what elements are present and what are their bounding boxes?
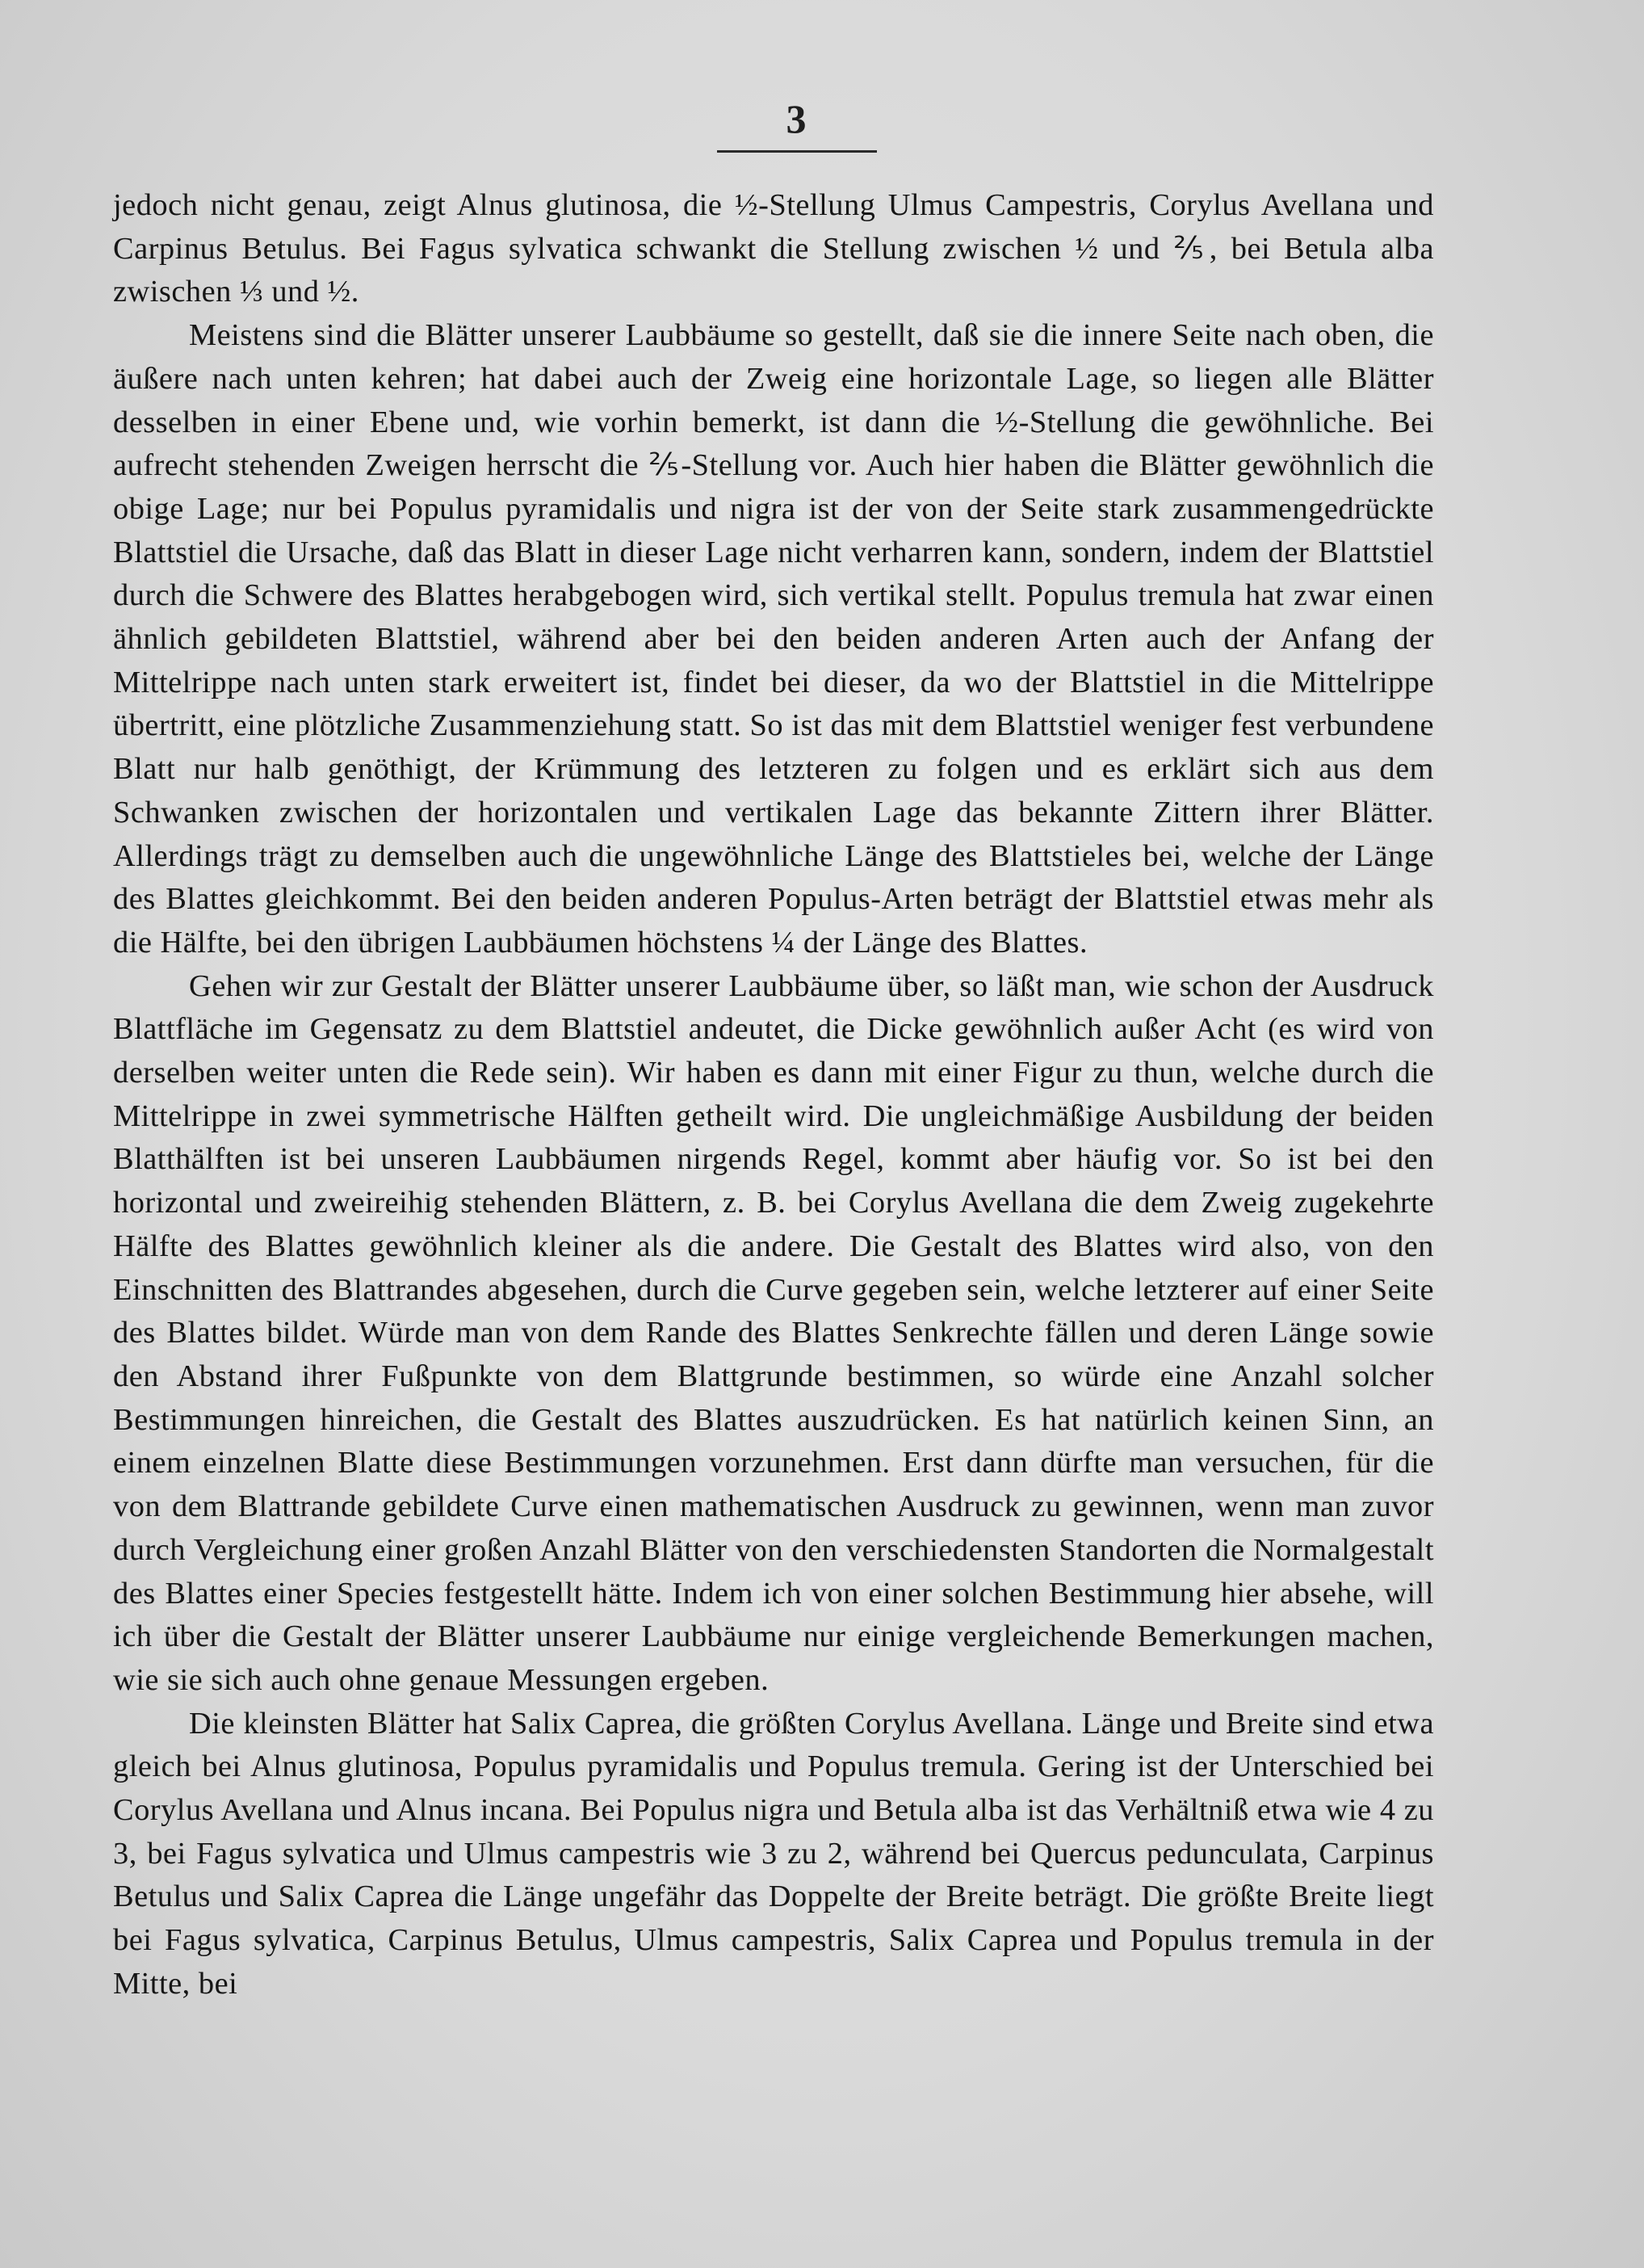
paragraph: jedoch nicht genau, zeigt Alnus glutinosa, die ½-Stellung Ulmus Campestris, Corylus Avellana und Carpinus Betulus. Bei Fagus sylvatica schwankt die Stellung zwischen ½ und ⅖, bei Betula alba zwischen ⅓ und ½. bbox=[113, 188, 1434, 309]
paragraph: Gehen wir zur Gestalt der Blätter unserer Laubbäume über, so läßt man, wie schon der Ausdruck Blattfläche im Gegensatz zu dem Blattstiel andeutet, die Dicke gewöhnlich außer Acht (es wird von derselben weiter unten die Rede sein). Wir haben es dann mit einer Figur zu thun, welche durch die Mittelrippe in zwei symmetrische Hälften getheilt wird. Die ungleichmäßige Ausbildung der beiden Blatthälften ist bei unseren Laubbäumen nirgends Regel, kommt aber häufig vor. So ist bei den horizontal und zweireihig stehenden Blättern, z. B. bei Corylus Avellana die dem Zweig zugekehrte Hälfte des Blattes gewöhnlich kleiner als die andere. Die Gestalt des Blattes wird also, von den Einschnitten des Blattrandes abgesehen, durch die Curve gegeben sein, welche letzterer auf einer Seite des Blattes bildet. Würde man von dem Rande des Blattes Senkrechte fällen und deren Länge sowie den Abstand ihrer Fußpunkte von dem Blattgrunde bestimmen, so würde eine Anzahl solcher Bestimmungen hinreichen, die Gestalt des Blattes auszudrücken. Es hat natürlich keinen Sinn, an einem einzelnen Blatte diese Bestimmungen vorzunehmen. Erst dann dürfte man versuchen, für die von dem Blattrande gebildete Curve einen mathematischen Ausdruck zu gewinnen, wenn man zuvor durch Vergleichung einer großen Anzahl Blätter von den verschiedensten Standorten die Normalgestalt des Blattes einer Species festgestellt hätte. Indem ich von einer solchen Bestimmung hier absehe, will ich über die Gestalt der Blätter unserer Laubbäume nur einige vergleichende Bemerkungen machen, wie sie sich auch ohne genaue Messungen ergeben. bbox=[113, 968, 1434, 1697]
header-rule bbox=[717, 150, 877, 153]
paragraph: Die kleinsten Blätter hat Salix Caprea, die größten Corylus Avellana. Länge und Breite sind etwa gleich bei Alnus glutinosa, Populus pyramidalis und Populus tremula. Gering ist der Unterschied bei Corylus Avellana und Alnus incana. Bei Populus nigra und Betula alba ist das Verhältniß etwa wie 4 zu 3, bei Fagus sylvatica und Ulmus campestris wie 3 zu 2, während bei Quercus pedunculata, Carpinus Betulus und Salix Caprea die Länge ungefähr das Doppelte der Breite beträgt. Die größte Breite liegt bei Fagus sylvatica, Carpinus Betulus, Ulmus campestris, Salix Caprea und Populus tremula in der Mitte, bei bbox=[113, 1706, 1434, 2001]
paragraph: Meistens sind die Blätter unserer Laubbäume so gestellt, daß sie die innere Seite nach oben, die äußere nach unten kehren; hat dabei auch der Zweig eine horizontale Lage, so liegen alle Blätter desselben in einer Ebene und, wie vorhin bemerkt, ist dann die ½-Stellung die gewöhnliche. Bei aufrecht stehenden Zweigen herrscht die ⅖-Stellung vor. Auch hier haben die Blätter gewöhnlich die obige Lage; nur bei Populus pyramidalis und nigra ist der von der Seite stark zusammengedrückte Blattstiel die Ursache, daß das Blatt in dieser Lage nicht verharren kann, sondern, indem der Blattstiel durch die Schwere des Blattes herabgebogen wird, sich vertikal stellt. Populus tremula hat zwar einen ähnlich gebildeten Blattstiel, während aber bei den beiden anderen Arten auch der Anfang der Mittelrippe nach unten stark erweitert ist, findet bei dieser, da wo der Blattstiel in die Mittelrippe übertritt, eine plötzliche Zusammenziehung statt. So ist das mit dem Blattstiel weniger fest verbundene Blatt nur halb genöthigt, der Krümmung des letzteren zu folgen und es erklärt sich aus dem Schwanken zwischen der horizontalen und vertikalen Lage das bekannte Zittern ihrer Blätter. Allerdings trägt zu demselben auch die ungewöhnliche Länge des Blattstieles bei, welche der Länge des Blattes gleichkommt. Bei den beiden anderen Populus-Arten beträgt der Blattstiel etwas mehr als die Hälfte, bei den übrigen Laubbäumen höchstens ¼ der Länge des Blattes. bbox=[113, 318, 1434, 960]
page-number: 3 bbox=[786, 96, 807, 141]
body-text bbox=[113, 184, 1434, 2006]
